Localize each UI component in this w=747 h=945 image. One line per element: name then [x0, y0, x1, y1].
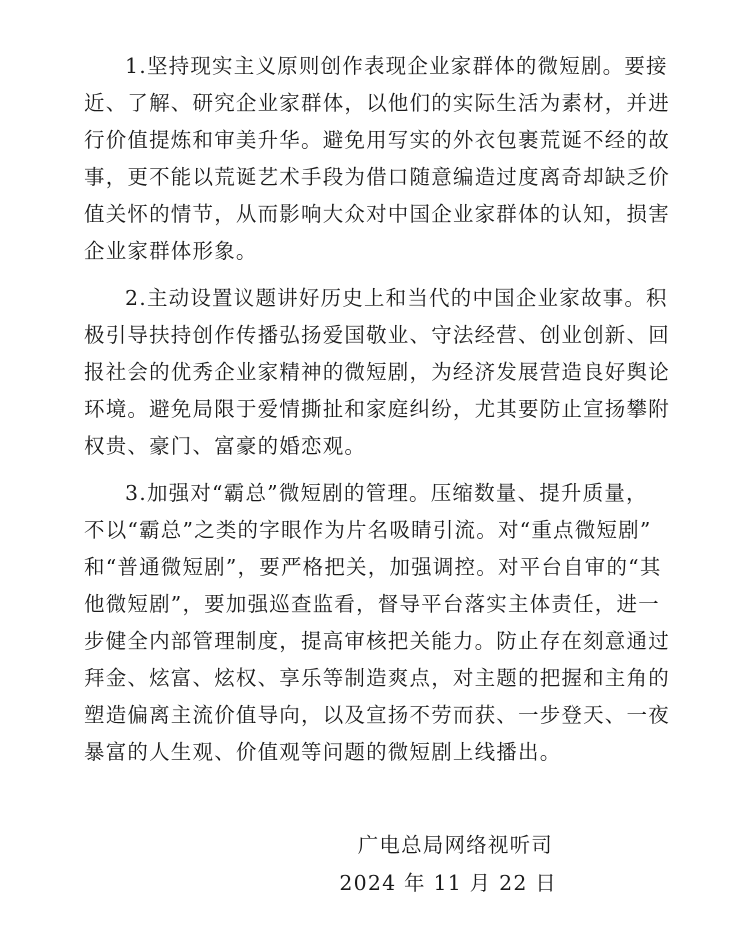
paragraph-line: 值关怀的情节，从而影响大众对中国企业家群体的认知，损害 — [84, 202, 670, 226]
paragraph-line: 报社会的优秀企业家精神的微短剧，为经济发展营造良好舆论 — [84, 360, 670, 384]
paragraph-3 — [84, 475, 684, 771]
paragraph-2 — [84, 280, 684, 465]
paragraph-line: 他微短剧”，要加强巡查监看，督导平台落实主体责任，进一 — [84, 592, 660, 616]
issuing-organization: 广电总局网络视听司 — [357, 833, 553, 857]
paragraph-line: 不以“霸总”之类的字眼作为片名吸睛引流。对“重点微短剧” — [84, 518, 652, 542]
paragraph-line: 权贵、豪门、富豪的婚恋观。 — [84, 434, 367, 458]
paragraph-line: 和“普通微短剧”，要严格把关，加强调控。对平台自审的“其 — [84, 555, 662, 579]
paragraph-line: 拜金、炫富、炫权、享乐等制造爽点，对主题的把握和主角的 — [84, 666, 670, 690]
paragraph-1 — [84, 48, 684, 270]
paragraph-line: 1.坚持现实主义原则创作表现企业家群体的微短剧。要接 — [125, 54, 668, 78]
document-body — [84, 48, 684, 781]
paragraph-line: 2.主动设置议题讲好历史上和当代的中国企业家故事。积 — [125, 286, 668, 310]
issue-date: 2024 年 11 月 22 日 — [339, 871, 557, 895]
paragraph-line: 行价值提炼和审美升华。避免用写实的外衣包裹荒诞不经的故 — [84, 128, 670, 152]
signature-block — [339, 826, 557, 902]
paragraph-line: 3.加强对“霸总”微短剧的管理。压缩数量、提升质量， — [125, 481, 648, 505]
paragraph-line: 塑造偏离主流价值导向，以及宣扬不劳而获、一步登天、一夜 — [84, 703, 670, 727]
paragraph-line: 极引导扶持创作传播弘扬爱国敬业、守法经营、创业创新、回 — [84, 323, 670, 347]
paragraph-line: 事，更不能以荒诞艺术手段为借口随意编造过度离奇却缺乏价 — [84, 165, 670, 189]
paragraph-line: 步健全内部管理制度，提高审核把关能力。防止存在刻意通过 — [84, 629, 670, 653]
paragraph-line: 环境。避免局限于爱情撕扯和家庭纠纷，尤其要防止宣扬攀附 — [84, 397, 670, 421]
paragraph-line: 近、了解、研究企业家群体，以他们的实际生活为素材，并进 — [84, 91, 670, 115]
paragraph-line: 企业家群体形象。 — [84, 239, 258, 263]
paragraph-line: 暴富的人生观、价值观等问题的微短剧上线播出。 — [84, 740, 562, 764]
